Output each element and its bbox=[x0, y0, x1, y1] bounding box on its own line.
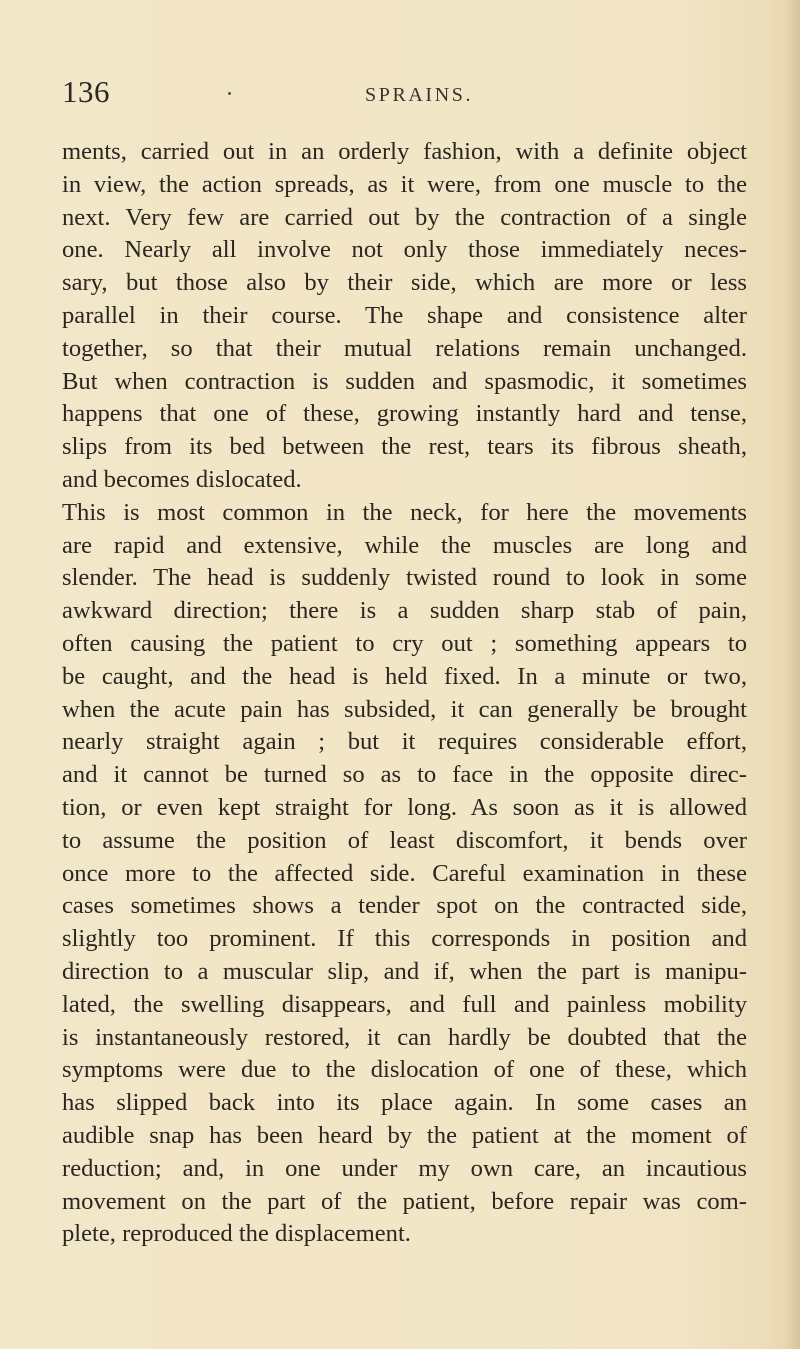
text-line: in view, the action spreads, as it were, from one muscle to the bbox=[62, 170, 747, 198]
text-line: ments, carried out in an orderly fashion, with a definite object bbox=[62, 138, 747, 165]
text-line: cases sometimes shows a tender spot on the contracted side, bbox=[62, 892, 747, 920]
paragraph-start-line: This is most common in the neck, for here the movements bbox=[62, 498, 747, 526]
page-edge-shadow bbox=[786, 0, 800, 1349]
running-head: SPRAINS. bbox=[365, 84, 474, 106]
text-line: and becomes dislocated. bbox=[62, 465, 302, 493]
text-line: reduction; and, in one under my own care, an incautious bbox=[62, 1154, 747, 1182]
text-line: together, so that their mutual relations remain unchanged. bbox=[62, 334, 747, 362]
text-line: to assume the position of least discomfort, it bends over bbox=[62, 826, 747, 854]
text-line: nearly straight again ; but it requires considerable effort, bbox=[62, 728, 747, 756]
text-line: awkward direction; there is a sudden sharp stab of pain, bbox=[62, 597, 747, 625]
text-line: next. Very few are carried out by the contraction of a single bbox=[62, 203, 747, 231]
header-separator-dot bbox=[228, 92, 231, 95]
text-line: But when contraction is sudden and spasmodic, it sometimes bbox=[62, 367, 747, 395]
text-line: and it cannot be turned so as to face in the opposite direc- bbox=[62, 761, 747, 789]
body-text bbox=[62, 136, 747, 1251]
text-line: are rapid and extensive, while the muscles are long and bbox=[62, 531, 747, 559]
text-line: when the acute pain has subsided, it can generally be brought bbox=[62, 695, 747, 723]
text-line: sary, but those also by their side, which are more or less bbox=[62, 269, 747, 297]
text-line: slightly too prominent. If this corresponds in position and bbox=[62, 925, 747, 953]
text-line: once more to the affected side. Careful examination in these bbox=[62, 859, 747, 887]
page-number: 136 bbox=[62, 74, 110, 109]
text-line: lated, the swelling disappears, and full and painless mobility bbox=[62, 990, 747, 1018]
text-line: be caught, and the head is held fixed. In a minute or two, bbox=[62, 662, 747, 690]
text-line: tion, or even kept straight for long. As soon as it is allowed bbox=[62, 793, 747, 821]
text-line: plete, reproduced the displacement. bbox=[62, 1220, 411, 1248]
text-line: symptoms were due to the dislocation of one of these, which bbox=[62, 1056, 747, 1084]
text-line: has slipped back into its place again. In some cases an bbox=[62, 1089, 747, 1117]
text-line: slips from its bed between the rest, tears its fibrous sheath, bbox=[62, 433, 747, 461]
text-line: audible snap has been heard by the patient at the moment of bbox=[62, 1121, 747, 1149]
text-line: direction to a muscular slip, and if, when the part is manipu- bbox=[62, 957, 747, 985]
text-line: slender. The head is suddenly twisted round to look in some bbox=[62, 564, 747, 592]
page-header bbox=[62, 72, 742, 112]
text-line: often causing the patient to cry out ; something appears to bbox=[62, 629, 747, 657]
text-line: movement on the part of the patient, before repair was com- bbox=[62, 1187, 747, 1215]
text-line: one. Nearly all involve not only those immediately neces- bbox=[62, 236, 747, 264]
text-line: is instantaneously restored, it can hardly be doubted that the bbox=[62, 1023, 747, 1051]
text-line: parallel in their course. The shape and consistence alter bbox=[62, 301, 747, 329]
text-line: happens that one of these, growing instantly hard and tense, bbox=[62, 400, 747, 428]
